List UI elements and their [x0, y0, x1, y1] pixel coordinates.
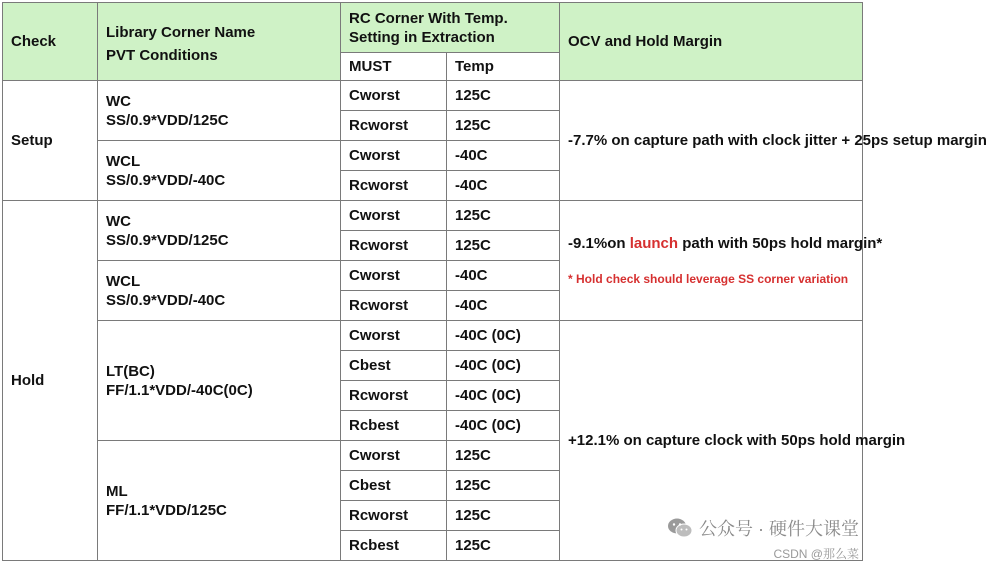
header-check: Check: [3, 3, 98, 81]
corner-name: WCL: [106, 272, 141, 290]
corner-pvt: SS/0.9*VDD/125C: [106, 231, 229, 249]
table-row: [3, 201, 863, 231]
watermark-text: 公众号 · 硬件大课堂: [699, 519, 859, 539]
must-cell: Cbest: [341, 351, 447, 381]
corner-name: WC: [106, 212, 131, 230]
table-row: [3, 321, 863, 351]
header-library-line2: PVT Conditions: [106, 46, 218, 64]
must-cell: Rcbest: [341, 531, 447, 561]
corner-name: LT(BC): [106, 362, 155, 380]
temp-cell: -40C (0C): [447, 321, 560, 351]
table-row: [3, 81, 863, 111]
must-cell: Rcworst: [341, 291, 447, 321]
temp-cell: -40C (0C): [447, 411, 560, 441]
wechat-watermark: [667, 515, 859, 541]
temp-cell: 125C: [447, 441, 560, 471]
library-corner: [98, 321, 341, 441]
ocv-setup: -7.7% on capture path with clock jitter + 25ps setup margin: [560, 81, 863, 201]
header-rc-line1: RC Corner With Temp.: [349, 9, 508, 27]
library-corner: [98, 81, 341, 141]
corner-name: ML: [106, 482, 128, 500]
must-cell: Rcworst: [341, 111, 447, 141]
corner-name: WCL: [106, 152, 141, 170]
temp-cell: -40C: [447, 171, 560, 201]
must-cell: Cbest: [341, 471, 447, 501]
must-cell: Rcworst: [341, 381, 447, 411]
temp-cell: 125C: [447, 111, 560, 141]
check-setup: Setup: [3, 81, 98, 201]
corner-pvt: SS/0.9*VDD/125C: [106, 111, 229, 129]
ocv-highlight: launch: [629, 234, 679, 252]
temp-cell: -40C (0C): [447, 351, 560, 381]
header-row: [3, 3, 863, 53]
corner-name: WC: [106, 92, 131, 110]
temp-cell: 125C: [447, 531, 560, 561]
corner-pvt: FF/1.1*VDD/-40C(0C): [106, 381, 253, 399]
temp-cell: -40C: [447, 261, 560, 291]
must-cell: Cworst: [341, 321, 447, 351]
ocv-hold-launch: [560, 201, 883, 321]
ocv-prefix: -9.1%on: [568, 234, 630, 252]
header-temp: Temp: [447, 53, 560, 81]
must-cell: Cworst: [341, 261, 447, 291]
header-rc-line2: Setting in Extraction: [349, 28, 495, 46]
library-corner: [98, 441, 341, 561]
temp-cell: -40C: [447, 291, 560, 321]
corner-pvt: SS/0.9*VDD/-40C: [106, 171, 226, 189]
library-corner: [98, 201, 341, 261]
header-must: MUST: [341, 53, 447, 81]
library-corner: [98, 261, 341, 321]
library-corner: [98, 141, 341, 201]
must-cell: Cworst: [341, 441, 447, 471]
hold-note: * Hold check should leverage SS corner variation: [568, 271, 849, 286]
wechat-icon: [667, 517, 693, 539]
temp-cell: 125C: [447, 501, 560, 531]
must-cell: Cworst: [341, 81, 447, 111]
temp-cell: 125C: [447, 471, 560, 501]
temp-cell: -40C (0C): [447, 381, 560, 411]
corner-pvt: SS/0.9*VDD/-40C: [106, 291, 226, 309]
corner-pvt: FF/1.1*VDD/125C: [106, 501, 227, 519]
header-library-line1: Library Corner Name: [106, 23, 256, 41]
header-library: [98, 3, 341, 81]
must-cell: Rcworst: [341, 171, 447, 201]
must-cell: Rcbest: [341, 411, 447, 441]
header-rc: [341, 3, 560, 53]
temp-cell: -40C: [447, 141, 560, 171]
temp-cell: 125C: [447, 201, 560, 231]
temp-cell: 125C: [447, 81, 560, 111]
must-cell: Rcworst: [341, 231, 447, 261]
header-ocv: OCV and Hold Margin: [560, 3, 863, 81]
must-cell: Cworst: [341, 201, 447, 231]
corner-table: [2, 2, 987, 561]
check-hold: Hold: [3, 201, 98, 561]
must-cell: Cworst: [341, 141, 447, 171]
must-cell: Rcworst: [341, 501, 447, 531]
ocv-hold-capture: +12.1% on capture clock with 50ps hold margin: [560, 321, 863, 561]
temp-cell: 125C: [447, 231, 560, 261]
csdn-watermark: CSDN @那么菜: [773, 547, 859, 561]
ocv-suffix: path with 50ps hold margin*: [678, 234, 883, 252]
